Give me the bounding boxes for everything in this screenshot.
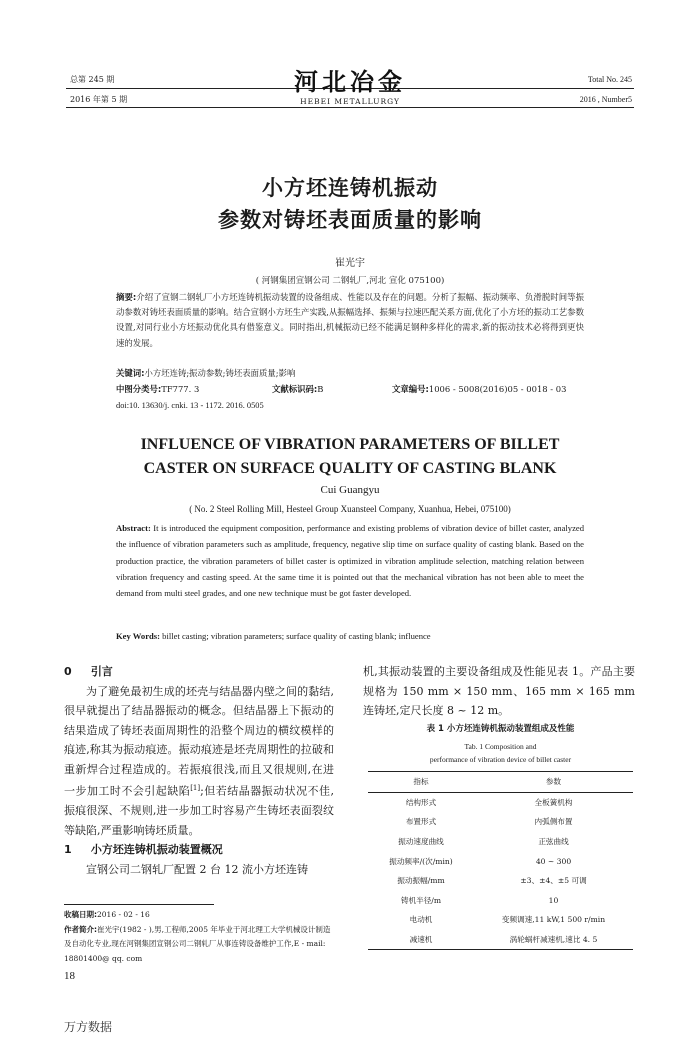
journal-logo: 河北冶金 [294,67,406,96]
affiliation-en: ( No. 2 Steel Rolling Mill, Hesteel Group Xuansteel Company, Xuanhua, Hebei, 075100) [189,504,511,514]
header-rule-bottom [66,107,634,108]
author-cn: 崔光宇 [335,258,365,269]
section-1-paragraph: 宣钢公司二钢轧厂配置 2 台 12 流小方坯连铸 [86,862,308,876]
section-1-title: 小方坯连铸机振动装置概况 [90,843,223,857]
table-row [368,832,633,852]
section-0-title: 引言 [90,665,113,678]
section-0-paragraph [64,682,334,841]
article-number-value: 1006 - 5008(2016)05 - 0018 - 03 [428,384,567,394]
doi: doi:10. 13630/j. cnki. 13 - 1172. 2016. 0505 [116,401,264,410]
table-row [368,930,633,950]
issue-year-cn: 2016 年第 5 期 [70,95,128,104]
page-number: 18 [64,970,75,982]
journal-name-en: HEBEI METALLURGY [300,97,400,106]
title-cn-line1: 小方坯连铸机振动 [262,176,438,200]
table-cell: 正弦曲线 [538,837,569,847]
issue-total-en: Total No. 245 [587,75,632,84]
table-cell: 减速机 [368,930,474,950]
table-header-row [368,772,633,793]
doc-code-label: 文献标识码: [272,384,318,394]
article-number [392,382,566,397]
footnote [64,908,336,966]
footnote-rule [64,904,214,905]
abstract-cn-text: 介绍了宣钢二钢轧厂小方坯连铸机振动装置的设备组成、性能以及存在的问题。分析了振幅、振动频率、负滑脱时间等振动参数对铸坯表面质量的影响。结合宣钢小方坯生产实践,从振幅选择、振频与拉速匹配关系方面,优化了小方坯的振动工艺参数设置,对同行业小方坯振动优化具有借鉴意义。同时指出,机械振动已经不能满足钢种多样化的需求,新的振动技术必将得到更快速的发展。 [116,292,584,348]
table-caption-en-2: performance of vibration device of billet caster [429,755,572,764]
table-cell: 电动机 [409,915,433,925]
table-row [368,851,633,871]
doc-code-value: B [317,384,324,394]
keywords-en-text: billet casting; vibration parameters; surface quality of casting blank; influence [160,631,431,641]
author-bio-label: 作者简介: [64,924,97,934]
watermark: 万方数据 [64,1020,113,1034]
received-label: 收稿日期: [64,910,97,919]
author-bio-text: 崔光宇(1982 - ),男,工程师,2005 年毕业于河北理工大学机械设计制造及自动化专业,现在河钢集团宣钢公司二钢轧厂从事连铸设备维护工作,E - mail: 18801400@ qq. com [64,924,331,963]
table-cell: 结构形式 [405,797,437,807]
table-row [368,910,633,930]
issue-year-en: 2016 , Number5 [579,95,632,104]
section-0-number: 0 [64,665,72,678]
table-cell: 振动频率/(次/min) [389,856,453,866]
section-0-heading [64,662,334,682]
title-cn-line2: 参数对铸坯表面质量的影响 [218,208,482,232]
table-cell: ±3、±4、±5 可调 [520,876,587,886]
keywords-en-label: Key Words: [116,631,161,641]
right-column-paragraph: 机,其振动装置的主要设备组成及性能见表 1。产品主要规格为 150 mm × 150 mm、165 mm × 165 mm 连铸坯,定尺长度 8 ~ 12 m。 [363,665,635,717]
table-cell: 振动速度曲线 [398,837,444,847]
author-bio [64,923,336,967]
table-row [368,891,633,911]
table-cell: 内弧侧布置 [534,817,573,827]
table-cell: 变频调速,11 kW,1 500 r/min [501,915,606,925]
table-cell: 40 ~ 300 [535,856,572,866]
section-1-heading [64,840,334,860]
section-1-number: 1 [64,843,72,857]
table-cell: 全板簧机构 [534,797,573,807]
table-cell: 铸机半径/m [400,895,442,905]
table-cell: 布置形式 [405,817,437,827]
article-number-label: 文章编号: [392,384,429,394]
author-en: Cui Guangyu [320,484,380,496]
abstract-en-label: Abstract: [116,523,151,533]
affiliation-cn: ( 河钢集团宣钢公司 二钢轧厂,河北 宣化 075100) [255,276,445,286]
table-row [368,792,633,812]
section-0-text-2: ;但若结晶器振动状况不佳,振痕很深、不规则,进一步加工时容易产生铸坯表面裂纹等缺陷,严重影响铸坯质量。 [64,784,335,837]
table-caption-en-1: Tab. 1 Composition and [464,742,537,751]
keywords-cn-label: 关键词: [116,368,145,378]
abstract-en-text: It is introduced the equipment composition, performance and existing problems of vibration device of billet caster, analyzed the influence of vibration parameters such as amplitude, frequency, negative slip time on surface quality of casting blank. Based on the production practice, the vibration parameters of billet caster is optimized in vibration amplitude selection, matching relation between vibration frequency and casting speed. At the same time it is pointed out that the mechanical vibration has not been able to meet the demand from multi steel grades, and one new technique must be got faster developed. [116,523,584,599]
issue-total-cn: 总第 245 期 [70,75,115,84]
doc-code [272,382,323,397]
table-row [368,812,633,832]
received-value: 2016 - 02 - 16 [97,910,150,919]
section-0-text: 为了避免最初生成的坯壳与结晶器内壁之间的黏结,很早就提出了结晶器振动的概念。但结晶器上下振动的结果造成了铸坯表面周期性的沿整个周边的横纹模样的痕迹,称其为振动痕迹。振动痕迹是坯壳周期性的拉破和重新焊合过程造成的。若振痕很浅,而且又很规则,在进一步加工时不会引起缺陷 [64,684,334,798]
title-en-line2: CASTER ON SURFACE QUALITY OF CASTING BLANK [143,460,557,477]
keywords-cn-text: 小方坯连铸;振动参数;铸坯表面质量;影响 [144,368,296,378]
table-header-cell: 指标 [368,772,474,793]
table-caption-cn: 表 1 小方坯连铸机振动装置组成及性能 [426,724,575,734]
received-date [64,908,336,923]
table-header-cell: 参数 [474,772,633,793]
clc-label: 中图分类号: [116,384,162,394]
keywords-cn [116,366,584,381]
table-cell: 10 [548,895,559,905]
left-column [64,662,334,879]
table-1 [368,722,633,950]
keywords-en [116,628,584,644]
abstract-en [116,520,584,601]
table-cell: 涡轮蜗杆减速机,速比 4. 5 [474,930,633,950]
abstract-cn-label: 摘要: [116,292,137,302]
table-row [368,871,633,891]
table-cell: 振动振幅/mm [397,876,445,886]
abstract-cn [116,290,584,351]
title-en-line1: INFLUENCE OF VIBRATION PARAMETERS OF BILLET [140,436,560,453]
table-body [368,771,633,950]
clc-value: TF777. 3 [161,384,200,394]
citation-1[interactable]: [1] [190,784,201,792]
